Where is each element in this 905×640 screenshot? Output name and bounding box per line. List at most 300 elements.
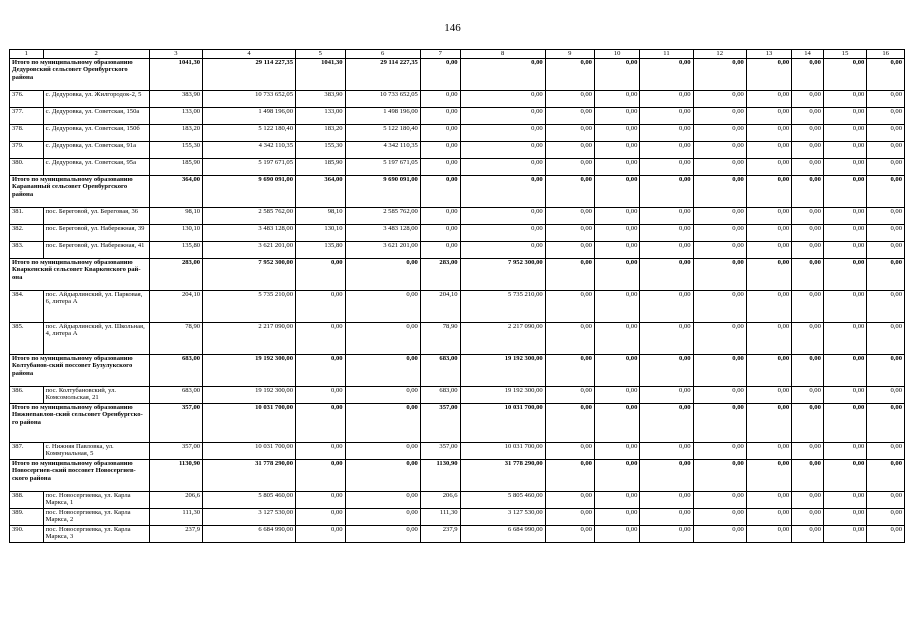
column-header: 9 bbox=[545, 50, 594, 59]
table-cell: 0,00 bbox=[823, 176, 866, 208]
table-cell: 10 031 700,00 bbox=[460, 443, 545, 460]
table-cell: 683,00 bbox=[420, 387, 460, 404]
table-cell: 206,6 bbox=[149, 492, 202, 509]
table-cell: 9 690 091,00 bbox=[203, 176, 296, 208]
header-row bbox=[10, 50, 905, 59]
table-cell: 130,10 bbox=[296, 225, 346, 242]
table-cell: 0,00 bbox=[545, 492, 594, 509]
table-row bbox=[10, 159, 905, 176]
table-cell: 0,00 bbox=[640, 404, 693, 443]
table-cell: 0,00 bbox=[545, 526, 594, 543]
table-cell: 0,00 bbox=[693, 108, 746, 125]
table-cell: 0,00 bbox=[867, 259, 905, 291]
table-cell: 5 735 210,00 bbox=[460, 291, 545, 323]
table-cell: 0,00 bbox=[792, 259, 824, 291]
table-cell: 237,9 bbox=[149, 526, 202, 543]
table-cell: 0,00 bbox=[640, 291, 693, 323]
table-cell: 0,00 bbox=[420, 159, 460, 176]
address-cell: с. Нижняя Павловка, ул. Коммунальная, 5 bbox=[43, 443, 149, 460]
address-cell: пос. Новосергиевка, ул. Карла Маркса, 1 bbox=[43, 492, 149, 509]
table-cell: 5 197 671,05 bbox=[203, 159, 296, 176]
table-cell: 0,00 bbox=[420, 176, 460, 208]
subtotal-label: Итого по муниципальному образованию Караванный сельсовет Оренбургского района bbox=[10, 176, 150, 208]
table-row bbox=[10, 509, 905, 526]
table-cell: 0,00 bbox=[746, 159, 791, 176]
table-cell: 0,00 bbox=[420, 142, 460, 159]
table-cell: 283,00 bbox=[420, 259, 460, 291]
table-row bbox=[10, 492, 905, 509]
table-cell: 0,00 bbox=[420, 91, 460, 108]
table-cell: 9 690 091,00 bbox=[345, 176, 420, 208]
table-cell: 0,00 bbox=[792, 108, 824, 125]
table-cell: 0,00 bbox=[823, 443, 866, 460]
table-cell: 10 031 700,00 bbox=[460, 404, 545, 443]
table-cell: 0,00 bbox=[594, 108, 639, 125]
table-cell: 185,90 bbox=[296, 159, 346, 176]
table-cell: 0,00 bbox=[460, 208, 545, 225]
column-header: 10 bbox=[594, 50, 639, 59]
table-cell: 0,00 bbox=[867, 291, 905, 323]
subtotal-label: Итого по муниципальному образованию Кваркенский сельсовет Кваркенского рай-она bbox=[10, 259, 150, 291]
column-header: 15 bbox=[823, 50, 866, 59]
table-cell: 0,00 bbox=[823, 526, 866, 543]
table-cell: 0,00 bbox=[867, 323, 905, 355]
row-number: 381. bbox=[10, 208, 44, 225]
table-cell: 0,00 bbox=[693, 59, 746, 91]
table-cell: 0,00 bbox=[640, 355, 693, 387]
table-cell: 19 192 300,00 bbox=[460, 387, 545, 404]
table-cell: 0,00 bbox=[594, 323, 639, 355]
table-cell: 2 585 762,00 bbox=[345, 208, 420, 225]
table-cell: 683,00 bbox=[149, 355, 202, 387]
table-cell: 0,00 bbox=[823, 59, 866, 91]
table-cell: 0,00 bbox=[345, 526, 420, 543]
table-cell: 0,00 bbox=[296, 355, 346, 387]
table-cell: 7 952 300,00 bbox=[203, 259, 296, 291]
subtotal-row bbox=[10, 355, 905, 387]
table-cell: 0,00 bbox=[823, 242, 866, 259]
address-cell: пос. Береговой, ул. Набережная, 39 bbox=[43, 225, 149, 242]
table-cell: 0,00 bbox=[594, 387, 639, 404]
table-cell: 3 621 201,00 bbox=[203, 242, 296, 259]
table-cell: 0,00 bbox=[746, 323, 791, 355]
table-cell: 0,00 bbox=[460, 91, 545, 108]
address-cell: пос. Береговой, ул. Набережная, 41 bbox=[43, 242, 149, 259]
table-cell: 29 114 227,35 bbox=[345, 59, 420, 91]
table-cell: 0,00 bbox=[545, 387, 594, 404]
table-cell: 0,00 bbox=[420, 208, 460, 225]
table-cell: 0,00 bbox=[746, 259, 791, 291]
table-cell: 0,00 bbox=[640, 443, 693, 460]
table-cell: 0,00 bbox=[867, 509, 905, 526]
table-cell: 0,00 bbox=[545, 176, 594, 208]
table-cell: 0,00 bbox=[345, 291, 420, 323]
subtotal-row bbox=[10, 404, 905, 443]
table-cell: 0,00 bbox=[345, 387, 420, 404]
table-cell: 0,00 bbox=[746, 291, 791, 323]
table-cell: 0,00 bbox=[867, 142, 905, 159]
table-cell: 0,00 bbox=[545, 59, 594, 91]
table-row bbox=[10, 323, 905, 355]
table-cell: 1130,90 bbox=[149, 460, 202, 492]
column-header: 2 bbox=[43, 50, 149, 59]
table-cell: 0,00 bbox=[746, 176, 791, 208]
table-cell: 0,00 bbox=[693, 242, 746, 259]
table-cell: 0,00 bbox=[823, 323, 866, 355]
table-cell: 0,00 bbox=[746, 242, 791, 259]
table-cell: 0,00 bbox=[867, 208, 905, 225]
row-number: 380. bbox=[10, 159, 44, 176]
row-number: 387. bbox=[10, 443, 44, 460]
column-header: 16 bbox=[867, 50, 905, 59]
table-row bbox=[10, 225, 905, 242]
table-cell: 0,00 bbox=[296, 291, 346, 323]
table-cell: 0,00 bbox=[792, 492, 824, 509]
table-cell: 0,00 bbox=[420, 242, 460, 259]
table-cell: 204,10 bbox=[149, 291, 202, 323]
table-cell: 357,00 bbox=[149, 404, 202, 443]
table-cell: 0,00 bbox=[792, 355, 824, 387]
table-cell: 0,00 bbox=[460, 108, 545, 125]
table-cell: 0,00 bbox=[746, 492, 791, 509]
table-container bbox=[9, 49, 905, 543]
table-cell: 0,00 bbox=[823, 259, 866, 291]
table-cell: 0,00 bbox=[460, 59, 545, 91]
table-cell: 0,00 bbox=[545, 443, 594, 460]
subtotal-label: Итого по муниципальному образованию Колтубанов-ский поссовет Бузулукского района bbox=[10, 355, 150, 387]
table-cell: 1041,30 bbox=[149, 59, 202, 91]
table-cell: 0,00 bbox=[746, 509, 791, 526]
table-cell: 0,00 bbox=[640, 125, 693, 142]
table-cell: 0,00 bbox=[594, 291, 639, 323]
table-cell: 0,00 bbox=[746, 387, 791, 404]
table-cell: 78,90 bbox=[420, 323, 460, 355]
table-cell: 10 031 700,00 bbox=[203, 443, 296, 460]
table-cell: 31 778 290,00 bbox=[460, 460, 545, 492]
table-cell: 133,00 bbox=[296, 108, 346, 125]
table-cell: 155,30 bbox=[149, 142, 202, 159]
table-cell: 0,00 bbox=[792, 242, 824, 259]
table-cell: 0,00 bbox=[693, 355, 746, 387]
table-cell: 98,10 bbox=[296, 208, 346, 225]
table-cell: 0,00 bbox=[693, 443, 746, 460]
table-cell: 0,00 bbox=[545, 225, 594, 242]
table-cell: 383,90 bbox=[296, 91, 346, 108]
table-cell: 0,00 bbox=[594, 59, 639, 91]
table-cell: 0,00 bbox=[640, 492, 693, 509]
row-number: 384. bbox=[10, 291, 44, 323]
row-number: 382. bbox=[10, 225, 44, 242]
table-cell: 0,00 bbox=[867, 91, 905, 108]
table-cell: 0,00 bbox=[296, 492, 346, 509]
table-cell: 0,00 bbox=[867, 242, 905, 259]
table-cell: 0,00 bbox=[792, 323, 824, 355]
table-cell: 19 192 300,00 bbox=[203, 387, 296, 404]
table-cell: 0,00 bbox=[594, 443, 639, 460]
column-header: 13 bbox=[746, 50, 791, 59]
table-cell: 0,00 bbox=[594, 225, 639, 242]
table-cell: 0,00 bbox=[823, 509, 866, 526]
table-cell: 0,00 bbox=[792, 443, 824, 460]
column-header: 14 bbox=[792, 50, 824, 59]
table-cell: 0,00 bbox=[746, 208, 791, 225]
table-cell: 0,00 bbox=[345, 323, 420, 355]
table-cell: 0,00 bbox=[594, 509, 639, 526]
table-row bbox=[10, 291, 905, 323]
table-cell: 0,00 bbox=[640, 526, 693, 543]
table-cell: 0,00 bbox=[746, 108, 791, 125]
table-cell: 0,00 bbox=[746, 91, 791, 108]
address-cell: с. Дедуровка, ул. Советская, 91а bbox=[43, 142, 149, 159]
table-cell: 0,00 bbox=[792, 59, 824, 91]
table-cell: 0,00 bbox=[746, 404, 791, 443]
table-cell: 0,00 bbox=[693, 526, 746, 543]
table-cell: 683,00 bbox=[149, 387, 202, 404]
table-cell: 0,00 bbox=[792, 509, 824, 526]
table-cell: 0,00 bbox=[420, 108, 460, 125]
table-cell: 0,00 bbox=[296, 404, 346, 443]
table-cell: 204,10 bbox=[420, 291, 460, 323]
table-cell: 5 122 180,40 bbox=[203, 125, 296, 142]
table-cell: 3 483 128,00 bbox=[203, 225, 296, 242]
address-cell: с. Дедуровка, ул. Советская, 150а bbox=[43, 108, 149, 125]
table-cell: 0,00 bbox=[640, 387, 693, 404]
table-cell: 0,00 bbox=[867, 404, 905, 443]
table-cell: 0,00 bbox=[867, 387, 905, 404]
row-number: 389. bbox=[10, 509, 44, 526]
table-cell: 183,20 bbox=[296, 125, 346, 142]
table-cell: 0,00 bbox=[823, 91, 866, 108]
table-cell: 0,00 bbox=[420, 125, 460, 142]
table-cell: 0,00 bbox=[823, 208, 866, 225]
table-cell: 283,00 bbox=[149, 259, 202, 291]
table-cell: 3 621 201,00 bbox=[345, 242, 420, 259]
table-cell: 0,00 bbox=[746, 355, 791, 387]
table-cell: 111,30 bbox=[420, 509, 460, 526]
table-cell: 0,00 bbox=[594, 91, 639, 108]
table-cell: 3 127 530,00 bbox=[203, 509, 296, 526]
subtotal-row bbox=[10, 460, 905, 492]
table-cell: 31 778 290,00 bbox=[203, 460, 296, 492]
table-cell: 0,00 bbox=[823, 291, 866, 323]
table-cell: 0,00 bbox=[594, 142, 639, 159]
table-cell: 0,00 bbox=[460, 142, 545, 159]
table-cell: 0,00 bbox=[345, 355, 420, 387]
table-cell: 98,10 bbox=[149, 208, 202, 225]
table-cell: 3 127 530,00 bbox=[460, 509, 545, 526]
table-cell: 0,00 bbox=[640, 176, 693, 208]
table-cell: 0,00 bbox=[867, 355, 905, 387]
row-number: 385. bbox=[10, 323, 44, 355]
table-cell: 0,00 bbox=[545, 291, 594, 323]
table-cell: 0,00 bbox=[594, 460, 639, 492]
table-cell: 0,00 bbox=[545, 125, 594, 142]
table-cell: 10 733 652,05 bbox=[345, 91, 420, 108]
table-row bbox=[10, 443, 905, 460]
table-cell: 19 192 300,00 bbox=[203, 355, 296, 387]
table-cell: 0,00 bbox=[693, 142, 746, 159]
table-cell: 0,00 bbox=[823, 125, 866, 142]
subtotal-label: Итого по муниципальному образованию Дедуровский сельсовет Оренбургского района bbox=[10, 59, 150, 91]
row-number: 386. bbox=[10, 387, 44, 404]
table-cell: 135,80 bbox=[296, 242, 346, 259]
table-cell: 0,00 bbox=[823, 142, 866, 159]
table-row bbox=[10, 142, 905, 159]
table-cell: 10 733 652,05 bbox=[203, 91, 296, 108]
table-cell: 0,00 bbox=[545, 242, 594, 259]
table-cell: 0,00 bbox=[545, 91, 594, 108]
table-cell: 0,00 bbox=[594, 526, 639, 543]
column-header: 4 bbox=[203, 50, 296, 59]
table-cell: 0,00 bbox=[594, 208, 639, 225]
table-cell: 0,00 bbox=[792, 176, 824, 208]
table-cell: 1041,30 bbox=[296, 59, 346, 91]
table-cell: 0,00 bbox=[545, 509, 594, 526]
table-cell: 0,00 bbox=[867, 526, 905, 543]
table-cell: 0,00 bbox=[823, 355, 866, 387]
column-header: 8 bbox=[460, 50, 545, 59]
table-cell: 2 217 090,00 bbox=[460, 323, 545, 355]
table-cell: 0,00 bbox=[693, 91, 746, 108]
table-cell: 0,00 bbox=[693, 159, 746, 176]
table-row bbox=[10, 387, 905, 404]
table-cell: 0,00 bbox=[640, 509, 693, 526]
table-cell: 0,00 bbox=[792, 142, 824, 159]
table-cell: 0,00 bbox=[693, 225, 746, 242]
table-cell: 0,00 bbox=[693, 404, 746, 443]
subtotal-row bbox=[10, 259, 905, 291]
table-cell: 0,00 bbox=[345, 443, 420, 460]
table-cell: 0,00 bbox=[823, 460, 866, 492]
table-cell: 0,00 bbox=[640, 242, 693, 259]
address-cell: пос. Айдырлинский, ул. Школьная, 4, литера А bbox=[43, 323, 149, 355]
table-cell: 0,00 bbox=[640, 59, 693, 91]
table-cell: 0,00 bbox=[594, 259, 639, 291]
table-cell: 0,00 bbox=[792, 460, 824, 492]
table-cell: 0,00 bbox=[746, 125, 791, 142]
table-cell: 0,00 bbox=[792, 404, 824, 443]
address-cell: пос. Колтубановский, ул. Комсомольская, 21 bbox=[43, 387, 149, 404]
table-cell: 0,00 bbox=[594, 242, 639, 259]
table-cell: 0,00 bbox=[792, 208, 824, 225]
table-cell: 1130,90 bbox=[420, 460, 460, 492]
table-cell: 0,00 bbox=[823, 492, 866, 509]
table-cell: 0,00 bbox=[460, 176, 545, 208]
table-cell: 0,00 bbox=[460, 225, 545, 242]
table-cell: 0,00 bbox=[693, 509, 746, 526]
table-cell: 1 498 196,00 bbox=[345, 108, 420, 125]
subtotal-label: Итого по муниципальному образованию Нижнепавлов-ский сельсовет Оренбургско-го района bbox=[10, 404, 150, 443]
table-cell: 0,00 bbox=[693, 460, 746, 492]
address-cell: пос. Новосергиевка, ул. Карла Маркса, 3 bbox=[43, 526, 149, 543]
table-cell: 10 031 700,00 bbox=[203, 404, 296, 443]
table-cell: 357,00 bbox=[149, 443, 202, 460]
table-cell: 2 585 762,00 bbox=[203, 208, 296, 225]
table-cell: 0,00 bbox=[746, 460, 791, 492]
table-cell: 0,00 bbox=[640, 159, 693, 176]
table-cell: 0,00 bbox=[823, 404, 866, 443]
table-cell: 0,00 bbox=[792, 526, 824, 543]
table-cell: 19 192 300,00 bbox=[460, 355, 545, 387]
table-cell: 0,00 bbox=[640, 142, 693, 159]
table-cell: 0,00 bbox=[545, 208, 594, 225]
table-cell: 6 684 990,00 bbox=[460, 526, 545, 543]
table-cell: 0,00 bbox=[693, 323, 746, 355]
table-cell: 383,90 bbox=[149, 91, 202, 108]
subtotal-label: Итого по муниципальному образованию Новосергиев-ский поссовет Новосергиев-ского района bbox=[10, 460, 150, 492]
table-cell: 0,00 bbox=[693, 259, 746, 291]
row-number: 383. bbox=[10, 242, 44, 259]
address-cell: пос. Новосергиевка, ул. Карла Маркса, 2 bbox=[43, 509, 149, 526]
table-row bbox=[10, 242, 905, 259]
table-row bbox=[10, 526, 905, 543]
table-cell: 0,00 bbox=[792, 387, 824, 404]
table-cell: 0,00 bbox=[640, 225, 693, 242]
table-cell: 0,00 bbox=[594, 355, 639, 387]
table-cell: 357,00 bbox=[420, 443, 460, 460]
table-cell: 6 684 990,00 bbox=[203, 526, 296, 543]
table-cell: 0,00 bbox=[420, 59, 460, 91]
table-cell: 7 952 300,00 bbox=[460, 259, 545, 291]
table-cell: 0,00 bbox=[594, 404, 639, 443]
column-header: 5 bbox=[296, 50, 346, 59]
table-cell: 683,00 bbox=[420, 355, 460, 387]
table-cell: 0,00 bbox=[460, 125, 545, 142]
table-cell: 5 805 460,00 bbox=[460, 492, 545, 509]
table-cell: 3 483 128,00 bbox=[345, 225, 420, 242]
table-cell: 0,00 bbox=[594, 492, 639, 509]
table-cell: 0,00 bbox=[460, 159, 545, 176]
table-cell: 29 114 227,35 bbox=[203, 59, 296, 91]
table-row bbox=[10, 125, 905, 142]
table-cell: 0,00 bbox=[867, 460, 905, 492]
row-number: 377. bbox=[10, 108, 44, 125]
table-cell: 135,80 bbox=[149, 242, 202, 259]
table-cell: 78,90 bbox=[149, 323, 202, 355]
table-cell: 2 217 090,00 bbox=[203, 323, 296, 355]
table-cell: 364,00 bbox=[296, 176, 346, 208]
table-cell: 5 197 671,05 bbox=[345, 159, 420, 176]
column-header: 7 bbox=[420, 50, 460, 59]
address-cell: с. Дедуровка, ул. Жилгородок-2, 5 bbox=[43, 91, 149, 108]
table-cell: 0,00 bbox=[792, 125, 824, 142]
table-cell: 0,00 bbox=[296, 509, 346, 526]
subtotal-row bbox=[10, 176, 905, 208]
table-cell: 0,00 bbox=[545, 259, 594, 291]
table-cell: 0,00 bbox=[296, 443, 346, 460]
table-cell: 0,00 bbox=[792, 225, 824, 242]
table-cell: 0,00 bbox=[545, 142, 594, 159]
column-header: 6 bbox=[345, 50, 420, 59]
row-number: 378. bbox=[10, 125, 44, 142]
table-cell: 0,00 bbox=[420, 225, 460, 242]
address-cell: пос. Береговой, ул. Береговая, 36 bbox=[43, 208, 149, 225]
table-cell: 237,9 bbox=[420, 526, 460, 543]
table-cell: 0,00 bbox=[693, 387, 746, 404]
table-cell: 0,00 bbox=[867, 492, 905, 509]
table-cell: 0,00 bbox=[867, 59, 905, 91]
table-cell: 0,00 bbox=[867, 176, 905, 208]
row-number: 390. bbox=[10, 526, 44, 543]
table-cell: 133,00 bbox=[149, 108, 202, 125]
row-number: 376. bbox=[10, 91, 44, 108]
column-header: 1 bbox=[10, 50, 44, 59]
address-cell: пос. Айдырлинский, ул. Парковая, 6, литера А bbox=[43, 291, 149, 323]
table-cell: 5 735 210,00 bbox=[203, 291, 296, 323]
table-cell: 0,00 bbox=[594, 159, 639, 176]
row-number: 379. bbox=[10, 142, 44, 159]
table-cell: 1 498 196,00 bbox=[203, 108, 296, 125]
